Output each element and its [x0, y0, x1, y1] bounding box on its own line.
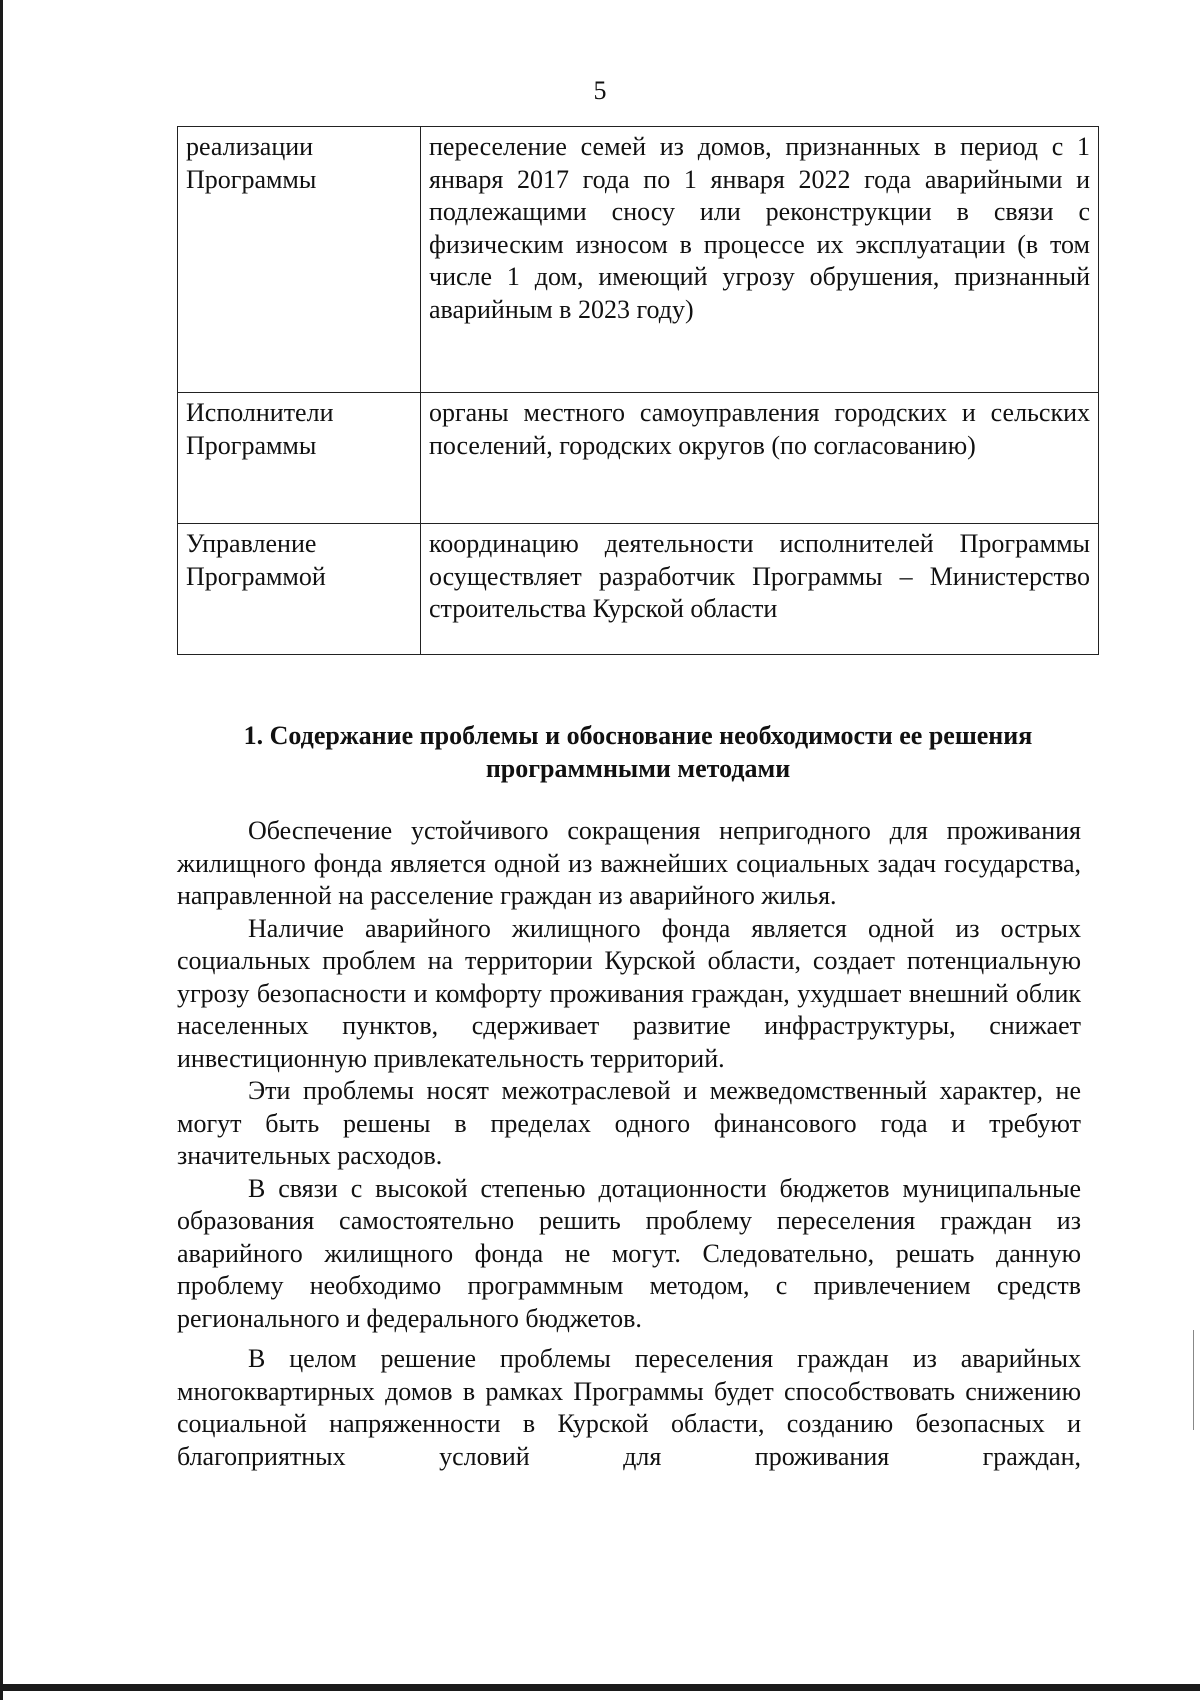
scan-artifact: [1193, 1330, 1194, 1430]
page-number: 5: [593, 76, 607, 105]
row-value-text: переселение семей из домов, признанных в период с 1 января 2017 года по 1 января 2022 года аварийными и подлежащими сносу или реконструкции в связи с физическим износом в процессе их эксплуатации (в том числе 1 дом, имеющий угрозу обрушения, признанный аварийным в 2023 году): [429, 132, 1090, 324]
scan-left-edge: [0, 0, 3, 1700]
table-row: [178, 393, 1099, 524]
paragraph: Эти проблемы носят межотраслевой и межведомственный характер, не могут быть решены в пределах одного финансового года и требуют значительных расходов.: [177, 1076, 1081, 1170]
paragraph: Наличие аварийного жилищного фонда является одной из острых социальных проблем на территории Курской области, создает потенциальную угрозу безопасности и комфорту проживания граждан, ухудшает внешний облик населенных пунктов, сдерживает развитие инфраструктуры, снижает инвестиционную привлекательность территорий.: [177, 913, 1081, 1073]
section-heading: 1. Содержание проблемы и обоснование необходимости ее решения программными методами: [243, 721, 1033, 783]
paragraph: В целом решение проблемы переселения граждан из аварийных многоквартирных домов в рамках Программы будет способствовать снижению социальной напряженности в Курской области, созданию безопасных и благоприятных условий для проживания граждан,: [177, 1344, 1081, 1471]
paragraph: В связи с высокой степенью дотационности бюджетов муниципальные образования самостоятельно решить проблему переселения граждан из аварийного жилищного фонда не могут. Следовательно, решать данную проблему необходимо программным методом, с привлечением средств регионального и федерального бюджетов.: [177, 1173, 1081, 1333]
row-value: [421, 524, 1099, 655]
table-row: [178, 127, 1099, 393]
row-label: Управление Программой: [178, 524, 421, 655]
program-passport-table: [177, 126, 1099, 655]
table-row: [178, 524, 1099, 655]
section-body: [177, 815, 1081, 1473]
row-value-text: координацию деятельности исполнителей Программы осуществляет разработчик Программы – Министерство строительства Курской области: [429, 529, 1090, 623]
scan-bottom-edge: [0, 1684, 1200, 1691]
row-value-text: органы местного самоуправления городских и сельских поселений, городских округов (по согласованию): [429, 398, 1090, 460]
row-label: Исполнители Программы: [178, 393, 421, 524]
row-value: [421, 127, 1099, 393]
row-label: реализации Программы: [178, 127, 421, 393]
row-value: [421, 393, 1099, 524]
paragraph: Обеспечение устойчивого сокращения непригодного для проживания жилищного фонда является одной из важнейших социальных задач государства, направленной на расселение граждан из аварийного жилья.: [177, 816, 1081, 910]
